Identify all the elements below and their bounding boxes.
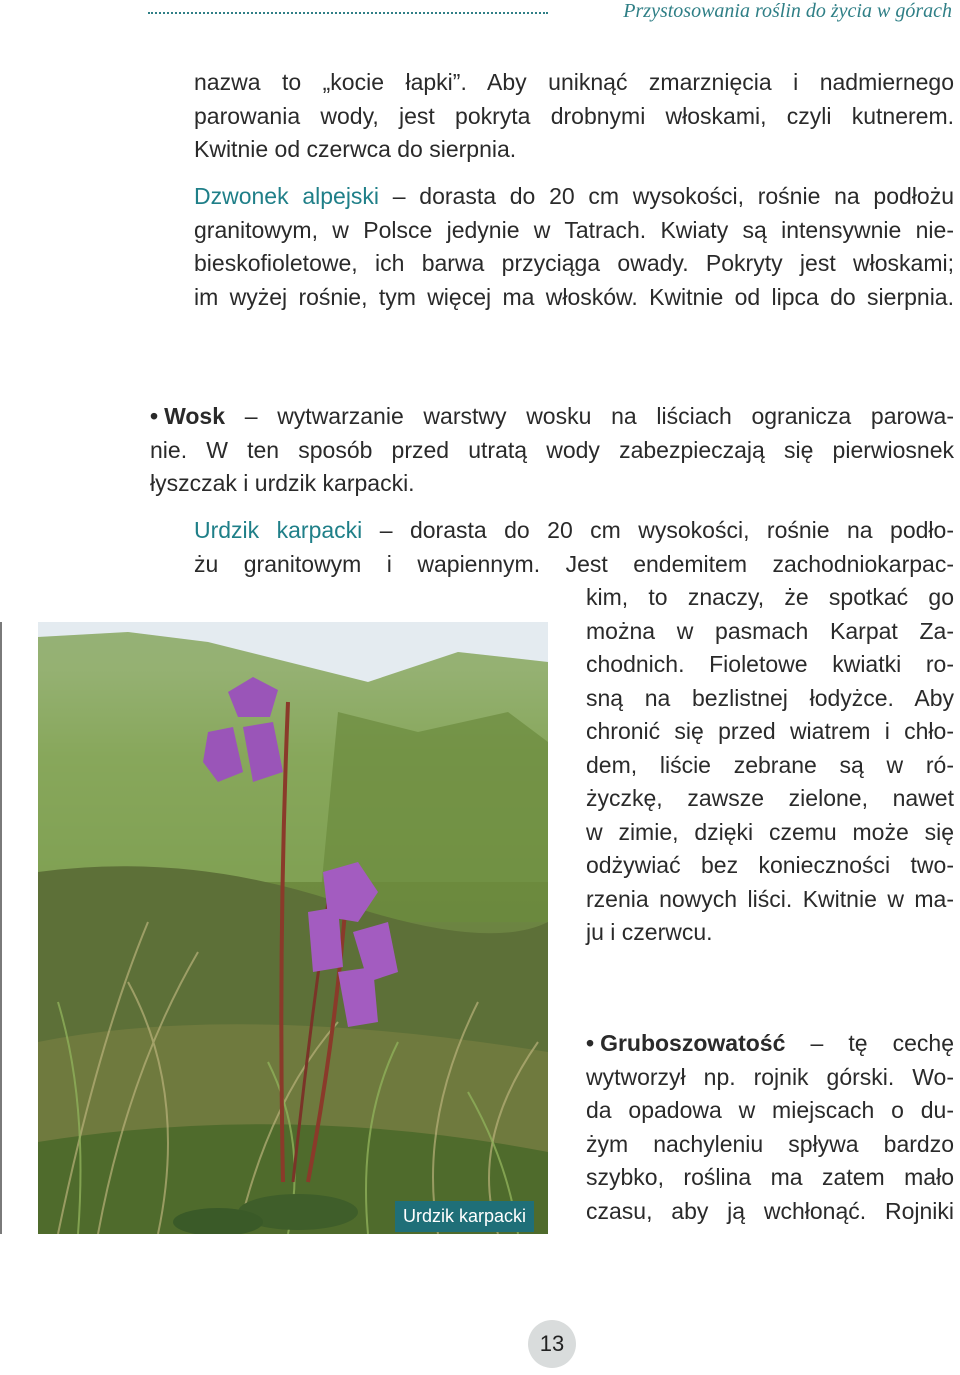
text-line: im wyżej rośnie, tym więcej ma włosków. Kwitnie od lipca do sierpnia. <box>194 283 954 310</box>
text-line: chronić się przed wiatrem i chło- <box>586 718 954 744</box>
paragraph-dzwonek-alpejski <box>194 180 954 314</box>
text-line: nie. W ten sposób przed utratą wody zabezpieczają się pierwiosnek <box>150 436 954 463</box>
text-line: sną na bezlistnej łodyżce. Aby <box>586 684 954 711</box>
text-line: Kwitnie od czerwca do sierpnia. <box>194 136 517 162</box>
text-line: odżywiać bez konieczności two- <box>586 852 954 878</box>
text-line: rzenia nowych liści. Kwitnie w ma- <box>586 885 954 912</box>
paragraph-urdzik-karpacki <box>194 514 954 581</box>
text-line: da opadowa w miejscach o du- <box>586 1097 954 1123</box>
text-line: bieskofioletowe, ich barwa przyciąga owady. Pokryty jest włoskami; <box>194 250 954 276</box>
term-gruboszowatosc: Gruboszowatość <box>600 1030 786 1056</box>
text-line <box>150 400 954 434</box>
text-line: żym nachyleniu spływa bardzo <box>586 1130 954 1157</box>
text-line <box>194 514 954 548</box>
text-run: – wytwarzanie warstwy wosku na liściach ogranicza parowa- <box>225 403 954 429</box>
paragraph-gruboszowatosc <box>586 1027 954 1228</box>
text-line: nazwa to „kocie łapki”. Aby uniknąć zmarznięcia i nadmiernego <box>194 69 954 95</box>
text-line: można w pasmach Karpat Za- <box>586 617 954 644</box>
text-line: wytworzył np. rojnik górski. Wo- <box>586 1063 954 1090</box>
photo-urdzik-karpacki <box>38 622 548 1234</box>
text-line: chodnich. Fioletowe kwiatki ro- <box>586 651 954 677</box>
text-line: życzkę, zawsze zielone, nawet <box>586 785 954 811</box>
text-line: ju i czerwcu. <box>586 919 713 945</box>
text-run: – dorasta do 20 cm wysokości, rośnie na podłożu <box>379 183 954 209</box>
text-run: – dorasta do 20 cm wysokości, rośnie na podło- <box>362 517 954 543</box>
bullet-icon: • <box>586 1030 595 1056</box>
term-wosk: Wosk <box>164 403 225 429</box>
paragraph-urdzik-column <box>586 581 954 950</box>
photo-illustration <box>38 622 548 1234</box>
text-line: w zimie, dzięki czemu może się <box>586 818 954 845</box>
page-number: 13 <box>528 1320 576 1368</box>
text-line: żu granitowym i wapiennym. Jest endemitem zachodniokarpac- <box>194 550 954 577</box>
bullet-icon: • <box>150 403 159 429</box>
text-line: granitowym, w Polsce jedynie w Tatrach. Kwiaty są intensywnie nie- <box>194 216 954 243</box>
text-run: – tę cechę <box>785 1030 954 1056</box>
text-line <box>586 1027 954 1061</box>
text-line: dem, liście zebrane są w ró- <box>586 751 954 778</box>
page-edge-line <box>0 622 2 1234</box>
text-line: czasu, aby ją wchłonąć. Rojniki <box>586 1197 954 1224</box>
text-line: łyszczak i urdzik karpacki. <box>150 470 415 496</box>
text-line <box>194 180 954 214</box>
header-dotted-rule <box>148 12 548 14</box>
photo-caption: Urdzik karpacki <box>395 1201 534 1232</box>
plant-name-urdzik: Urdzik karpacki <box>194 517 363 543</box>
plant-name-dzwonek: Dzwonek alpejski <box>194 183 380 209</box>
header-title: Przystosowania roślin do życia w górach <box>623 0 952 22</box>
paragraph-wosk <box>150 400 954 501</box>
text-line: parowania wody, jest pokryta drobnymi włoskami, czyli kutnerem. <box>194 102 954 129</box>
text-line: kim, to znaczy, że spotkać go <box>586 584 954 610</box>
running-header <box>0 0 960 30</box>
paragraph-kocie-lapki <box>194 66 954 167</box>
text-line: szybko, roślina ma zatem mało <box>586 1164 954 1190</box>
